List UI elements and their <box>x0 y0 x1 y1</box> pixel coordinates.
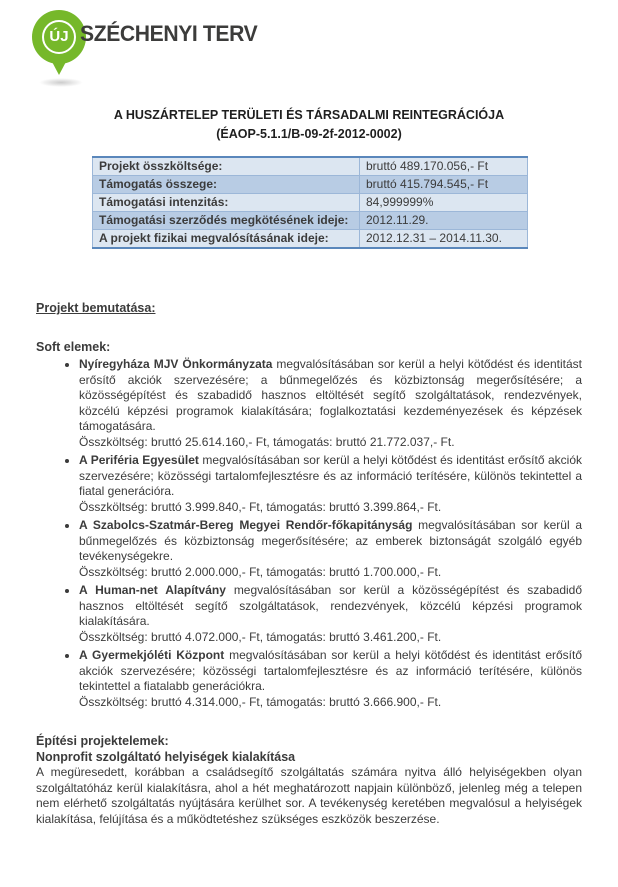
document-body <box>0 106 618 827</box>
item-lead: Nyíregyháza MJV Önkormányzata <box>79 357 273 371</box>
item-cost: Összköltség: bruttó 4.072.000,- Ft, támogatás: bruttó 3.461.200,- Ft. <box>79 629 442 644</box>
page-title <box>36 106 582 144</box>
item-cost: Összköltség: bruttó 3.999.840,- Ft, támogatás: bruttó 3.399.864,- Ft. <box>79 499 442 514</box>
row-value: 84,999999% <box>360 194 528 212</box>
row-label: Projekt összköltsége: <box>93 157 360 176</box>
item-lead: A Szabolcs-Szatmár-Bereg Megyei Rendőr-főkapitányság <box>79 518 413 532</box>
soft-item-list <box>36 357 582 710</box>
list-item <box>79 453 582 515</box>
heading-soft-elemek: Soft elemek: <box>36 339 111 354</box>
list-item <box>79 583 582 645</box>
item-lead: A Gyermekjóléti Központ <box>79 648 225 662</box>
uj-badge-ring <box>42 20 76 54</box>
row-label: Támogatás összege: <box>93 176 360 194</box>
table-row <box>93 212 528 230</box>
item-text: megvalósításában sor kerül a helyi kötődést és identitást erősítő akciók szervezésére; a bűnmegelőzés és közbiztonság megerősítésére; a közösségépítést és szabadidő hasznos eltöltését segítő szolgáltatások, rendezvények, közcélú képzési programok kialakítására; foglalkoztatási kezdeményezések és képzések támogatására. <box>79 357 582 433</box>
uj-badge-label: ÚJ <box>49 28 69 46</box>
item-text: megvalósításában sor kerül a helyi kötődést és identitást erősítő akciók szervezésére; közösségi tartalomfejlesztésre és az információ terítésére, különös tekintettel a fiatalabb generációkra. <box>79 648 583 693</box>
project-info-table <box>92 156 528 249</box>
page-title-line2: (ÉAOP-5.1.1/B-09-2f-2012-0002) <box>216 127 402 141</box>
item-text: megvalósításában sor kerül a bűnmegelőzés és közbiztonság megerősítésére; az emberek biztonságát szolgáló egyéb tevékenységekre. <box>79 518 582 563</box>
table-row <box>93 176 528 194</box>
row-value: 2012.11.29. <box>360 212 528 230</box>
row-value: 2012.12.31 – 2014.11.30. <box>360 230 528 249</box>
table-row <box>93 230 528 249</box>
heading-nonprofit-helyisegek: Nonprofit szolgáltató helyiségek kialakítása <box>36 749 296 764</box>
item-lead: A Human-net Alapítvány <box>79 583 226 597</box>
logo-header <box>0 0 618 92</box>
item-cost: Összköltség: bruttó 25.614.160,- Ft, támogatás: bruttó 21.772.037,- Ft. <box>79 434 455 449</box>
item-text: megvalósításában sor kerül a helyi kötődést és identitást erősítő akciók szervezésére; közösségi tartalomfejlesztésre és az információ terítésére, különös tekintettel a fiatal generációra. <box>79 453 582 498</box>
table-row <box>93 194 528 212</box>
row-value: bruttó 489.170.056,- Ft <box>360 157 528 176</box>
pin-shadow <box>39 78 83 87</box>
item-cost: Összköltség: bruttó 4.314.000,- Ft, támogatás: bruttó 3.666.900,- Ft. <box>79 694 442 709</box>
row-label: A projekt fizikai megvalósításának ideje: <box>93 230 360 249</box>
list-item <box>79 518 582 580</box>
row-label: Támogatási intenzitás: <box>93 194 360 212</box>
item-lead: A Periféria Egyesület <box>79 453 199 467</box>
pin-tail-shape <box>50 58 68 75</box>
uj-szechenyi-pin-icon <box>32 10 86 64</box>
item-cost: Összköltség: bruttó 2.000.000,- Ft, támogatás: bruttó 1.700.000,- Ft. <box>79 564 442 579</box>
item-text: megvalósításában sor kerül a közösségépítést és szabadidő hasznos eltöltését segítő szolgáltatások, rendezvények, közcélú képzési programok kialakítására. <box>79 583 583 628</box>
heading-epitesi-projektelemek: Építési projektelemek: <box>36 734 169 748</box>
list-item <box>79 648 582 710</box>
page-title-line1: A HUSZÁRTELEP TERÜLETI ÉS TÁRSADALMI REINTEGRÁCIÓJA <box>113 108 505 122</box>
construction-paragraph: A megüresedett, korábban a családsegítő szolgáltatás számára nyitva álló helyiségekben olyan szolgáltatóház kerül kialakításra, ahol a hét meghatározott napjain különböző, jelenleg még a telepen nem elérhető szolgáltatás nyújtására kerülhet sor. A tevékenység keretében megvalósul a helyiségek kialakítása, felújítása és a működtetéshez szükséges eszközök beszerzése. <box>36 765 582 826</box>
row-label: Támogatási szerződés megkötésének ideje: <box>93 212 360 230</box>
table-row <box>93 157 528 176</box>
section-heading-projekt-bemutatasa: Projekt bemutatása: <box>36 301 156 315</box>
row-value: bruttó 415.794.545,- Ft <box>360 176 528 194</box>
brand-wordmark: SZÉCHENYI TERV <box>80 21 258 46</box>
list-item <box>79 357 582 450</box>
